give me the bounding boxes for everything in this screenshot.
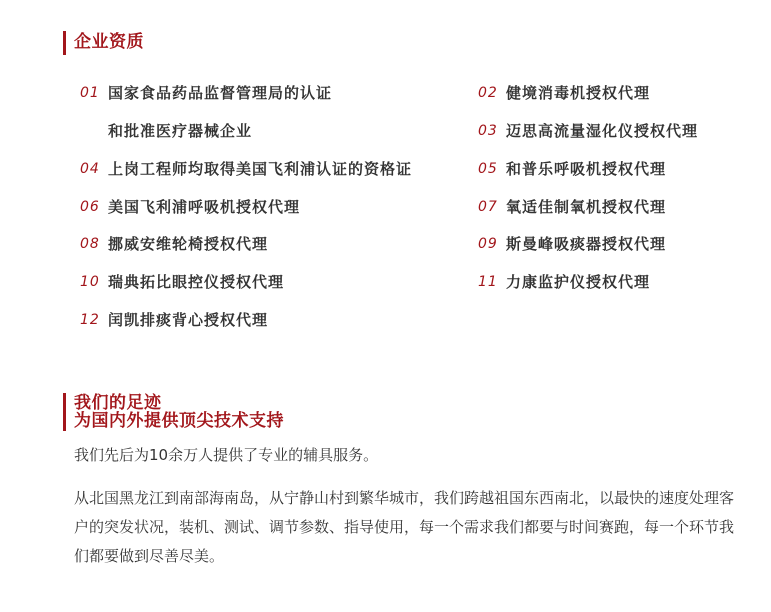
cert-number: 12 [80,312,100,328]
cert-text: 国家食品药品监督管理局的认证 [108,84,333,102]
cert-number: 10 [80,274,100,290]
cert-number: 04 [80,161,100,177]
intro-paragraph: 我们先后为10余万人提供了专业的辅具服务。 [74,446,379,464]
cert-text: 力康监护仪授权代理 [506,273,651,291]
cert-number: 09 [478,236,498,252]
cert-text: 挪威安维轮椅授权代理 [108,235,269,253]
cert-number: 03 [478,123,498,139]
cert-text: 闰凯排痰背心授权代理 [108,311,269,329]
service-paragraph: 从北国黑龙江到南部海南岛，从宁静山村到繁华城市，我们跨越祖国东西南北，以最快的速度处理客户的突发状况，装机、测试、调节参数、指导使用，每一个需求我们都要与时间赛跑，每一个环节我们都要做到尽善尽美。 [74,489,735,565]
cert-text: 和批准医疗器械企业 [108,122,253,140]
cert-number: 06 [80,199,100,215]
section-title-qualifications: 企业资质 [74,32,144,52]
section-accent-bar [63,31,66,55]
cert-text: 健境消毒机授权代理 [506,84,651,102]
cert-number: 08 [80,236,100,252]
cert-text: 上岗工程师均取得美国飞利浦认证的资格证 [108,160,413,178]
cert-text: 氧适佳制氧机授权代理 [506,198,667,216]
section-accent-bar [63,393,66,431]
cert-number: 01 [80,85,100,101]
section-title-footprint: 我们的足迹 [74,393,162,413]
cert-number: 07 [478,199,498,215]
cert-text: 和普乐呼吸机授权代理 [506,160,667,178]
cert-number: 05 [478,161,498,177]
cert-text: 迈思高流量湿化仪授权代理 [506,122,699,140]
cert-text: 美国飞利浦呼吸机授权代理 [108,198,301,216]
cert-number: 11 [478,274,498,290]
cert-text: 瑞典拓比眼控仪授权代理 [108,273,285,291]
cert-number: 02 [478,85,498,101]
section-subtitle-support: 为国内外提供顶尖技术支持 [74,411,284,431]
cert-text: 斯曼峰吸痰器授权代理 [506,235,667,253]
